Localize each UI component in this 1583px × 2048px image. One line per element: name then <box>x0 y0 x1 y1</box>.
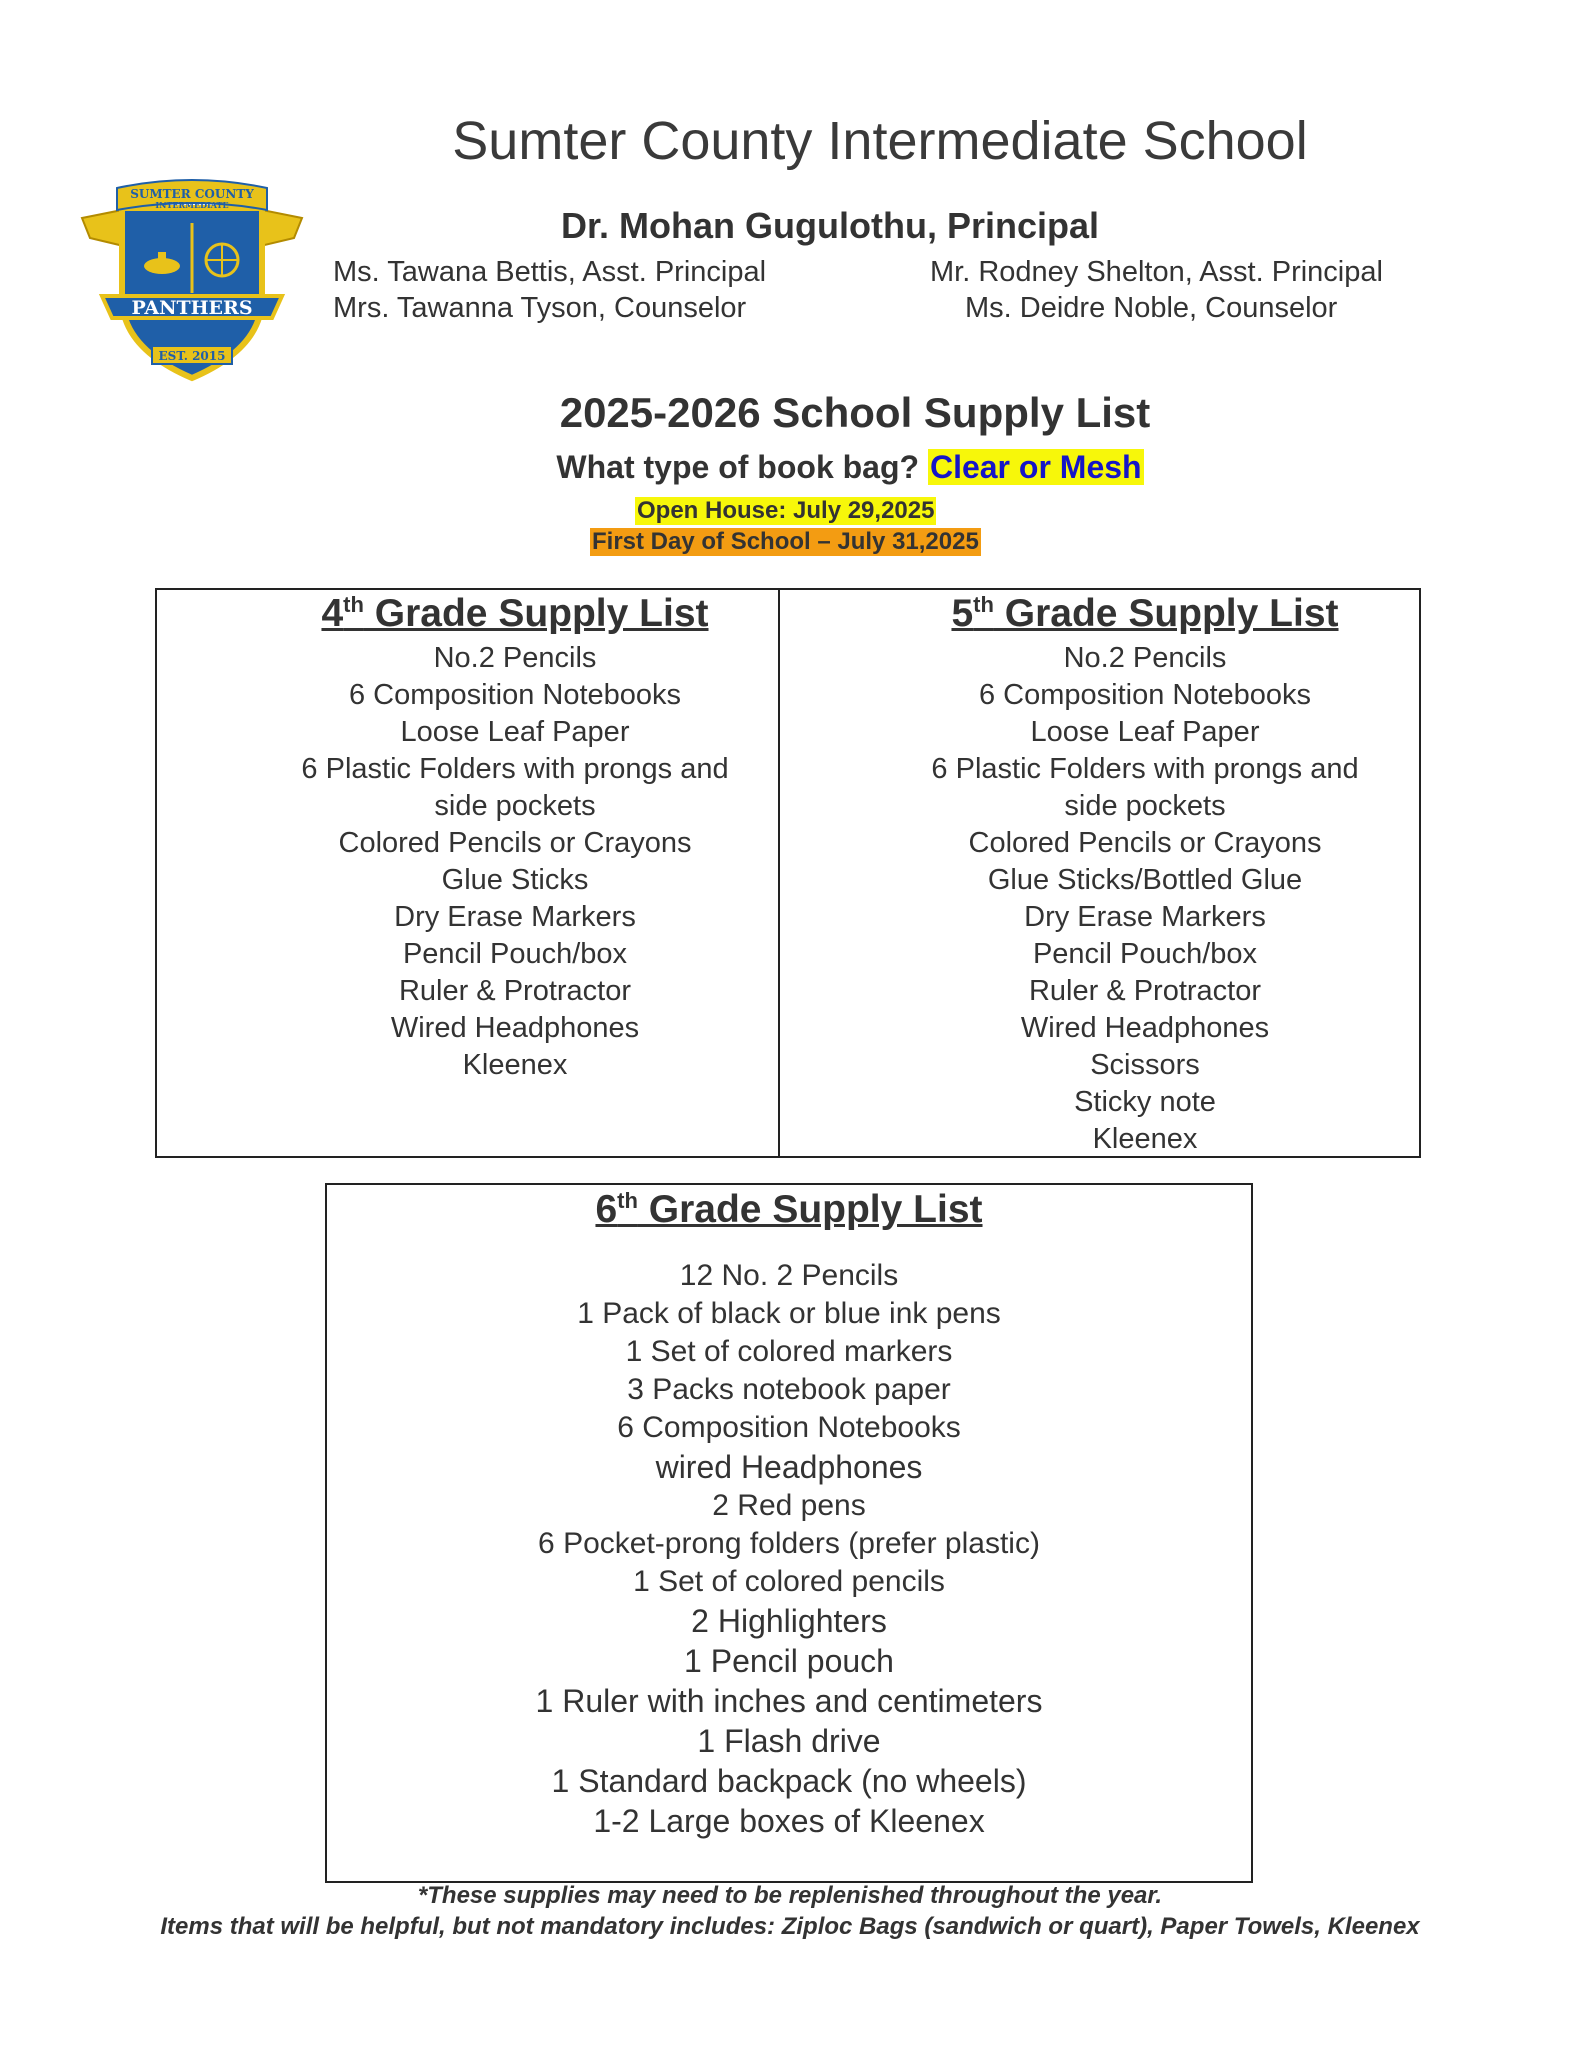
list-item: Dry Erase Markers <box>1024 901 1266 933</box>
list-item: 1 Flash drive <box>697 1723 881 1759</box>
grade-6-ordinal: th <box>617 1188 638 1213</box>
list-item: Glue Sticks/Bottled Glue <box>987 864 1303 896</box>
list-item: Kleenex <box>462 1049 568 1081</box>
staff-counselor-2: Ms. Deidre Noble, Counselor <box>965 292 1338 324</box>
list-item: Glue Sticks <box>441 864 589 896</box>
list-item: Pencil Pouch/box <box>402 938 628 970</box>
grade-4-title <box>270 590 760 638</box>
list-item: No.2 Pencils <box>433 642 597 674</box>
list-item: Wired Headphones <box>390 1012 640 1044</box>
column-divider <box>778 588 780 1158</box>
staff-asst-principal-2: Mr. Rodney Shelton, Asst. Principal <box>930 256 1383 288</box>
principal-name: Dr. Mohan Gugulothu, Principal <box>561 205 1099 246</box>
list-item: Sticky note <box>1074 1086 1216 1118</box>
list-item: 6 Plastic Folders with prongs and <box>931 753 1359 785</box>
list-item: 1 Ruler with inches and centimeters <box>535 1683 1043 1719</box>
crest-est-text: EST. 2015 <box>158 349 226 363</box>
grade-5-column <box>900 590 1390 1158</box>
grade-6-title <box>327 1185 1251 1235</box>
grade-6-item-list <box>327 1257 1251 1841</box>
crest-banner-text: PANTHERS <box>131 297 253 319</box>
school-name: Sumter County Intermediate School <box>452 111 1308 171</box>
list-item: Colored Pencils or Crayons <box>968 827 1322 859</box>
grade-4-item-list <box>270 640 760 1084</box>
list-item: side pockets <box>1064 790 1226 822</box>
helpful-items-note: Items that will be helpful, but not mandatory includes: Ziploc Bags (sandwich or quart), Paper Towels, Kleenex <box>160 1913 1420 1940</box>
open-house-date: Open House: July 29,2025 <box>637 497 935 524</box>
list-item: 1-2 Large boxes of Kleenex <box>593 1803 985 1839</box>
list-item: 6 Composition Notebooks <box>617 1411 961 1444</box>
list-item: Pencil Pouch/box <box>1032 938 1258 970</box>
staff-counselor-1: Mrs. Tawanna Tyson, Counselor <box>333 292 747 324</box>
list-item: 2 Highlighters <box>691 1603 887 1639</box>
first-day-date: First Day of School – July 31,2025 <box>592 528 979 555</box>
grade-4-ordinal: th <box>343 592 364 617</box>
grade-4-title-text: Grade Supply List <box>363 592 709 635</box>
list-item: 1 Pencil pouch <box>684 1643 894 1679</box>
list-item: 1 Set of colored markers <box>625 1335 953 1368</box>
grade-5-item-list <box>900 640 1390 1158</box>
grade-5-ordinal: th <box>973 592 994 617</box>
grade-6-title-text: Grade Supply List <box>637 1188 983 1231</box>
list-item: 1 Pack of black or blue ink pens <box>577 1297 1001 1330</box>
book-bag-answer: Clear or Mesh <box>929 449 1142 485</box>
list-item: 12 No. 2 Pencils <box>679 1259 899 1292</box>
crest-sub-text: INTERMEDIATE <box>155 200 229 210</box>
grade-5-title <box>900 590 1390 638</box>
replenish-note: *These supplies may need to be replenished throughout the year. <box>417 1882 1163 1909</box>
list-item: Loose Leaf Paper <box>1030 716 1260 748</box>
supply-list-title: 2025-2026 School Supply List <box>559 389 1151 436</box>
grade-4-number: 4 <box>321 592 344 635</box>
list-item: 1 Set of colored pencils <box>633 1565 945 1598</box>
grade-6-number: 6 <box>595 1188 618 1231</box>
list-item: 6 Composition Notebooks <box>978 679 1312 711</box>
list-item: side pockets <box>434 790 596 822</box>
list-item: Ruler & Protractor <box>1028 975 1262 1007</box>
book-bag-question: What type of book bag? <box>556 449 920 485</box>
list-item: 6 Plastic Folders with prongs and <box>301 753 729 785</box>
grade-5-number: 5 <box>951 592 974 635</box>
list-item: Wired Headphones <box>1020 1012 1270 1044</box>
list-item: No.2 Pencils <box>1063 642 1227 674</box>
list-item: Kleenex <box>1092 1123 1198 1155</box>
list-item: Loose Leaf Paper <box>400 716 630 748</box>
grade-6-column <box>327 1185 1251 1841</box>
list-item: Colored Pencils or Crayons <box>338 827 692 859</box>
book-bag-line <box>400 449 1300 486</box>
list-item: Ruler & Protractor <box>398 975 632 1007</box>
staff-asst-principal-1: Ms. Tawana Bettis, Asst. Principal <box>333 256 767 288</box>
list-item: 2 Red pens <box>712 1489 866 1522</box>
list-item: 6 Composition Notebooks <box>348 679 682 711</box>
list-item: Scissors <box>1090 1049 1200 1081</box>
list-item: wired Headphones <box>655 1449 923 1485</box>
crest-top-text: SUMTER COUNTY <box>130 187 254 201</box>
list-item: 6 Pocket-prong folders (prefer plastic) <box>538 1527 1040 1560</box>
list-item: 3 Packs notebook paper <box>627 1373 951 1406</box>
list-item: 1 Standard backpack (no wheels) <box>551 1763 1027 1799</box>
list-item: Dry Erase Markers <box>394 901 636 933</box>
school-crest-logo <box>72 178 312 388</box>
grade-5-title-text: Grade Supply List <box>993 592 1339 635</box>
grade-4-column <box>270 590 760 1084</box>
